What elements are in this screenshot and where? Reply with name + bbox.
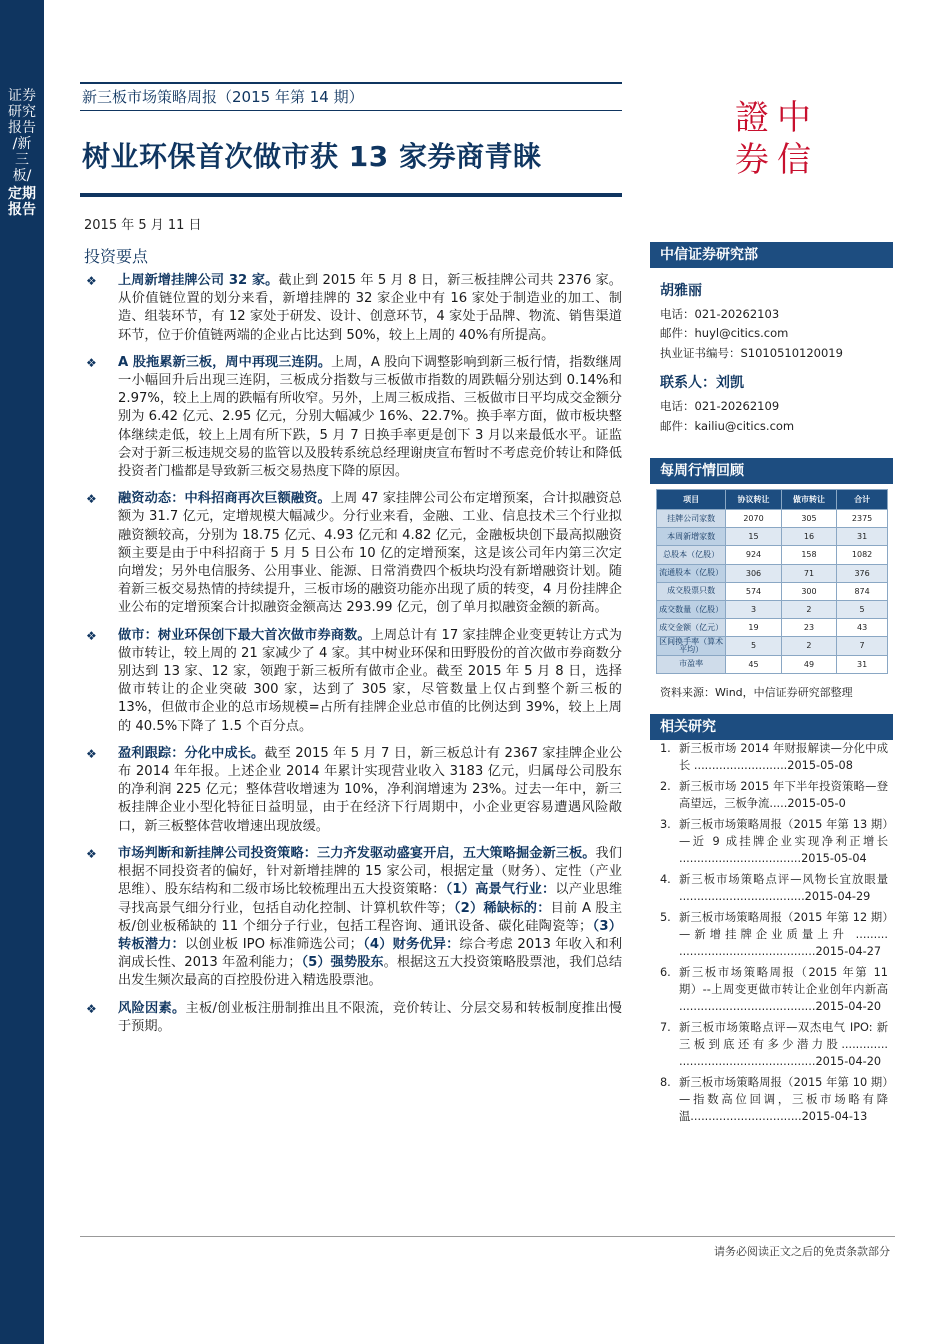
list-item[interactable]: 1. 新三板市场 2014 年财报解读—分化中成长 ..........................2015-05-08 <box>660 742 888 772</box>
related-research-header: 相关研究 <box>650 714 893 740</box>
sidebar-line-1: 证券研究报告 <box>8 88 36 136</box>
table-row: 成交数量（亿股） 3 2 5 <box>657 600 888 618</box>
report-date: 2015 年 5 月 11 日 <box>84 218 202 233</box>
diamond-bullet-icon: ❖ <box>86 274 97 288</box>
key-points <box>86 272 622 1045</box>
contact-email[interactable]: 邮件：kailiu@citics.com <box>660 419 795 433</box>
research-dept-header: 中信证券研究部 <box>650 242 893 268</box>
diamond-bullet-icon: ❖ <box>86 746 97 761</box>
footer-rule <box>80 1236 895 1237</box>
table-row: 成交股票只数 574 300 874 <box>657 582 888 600</box>
market-review-header: 每周行情回顾 <box>650 458 893 484</box>
bullet-earnings: ❖ 盈利跟踪：分化中成长。截至 2015 年 5 月 7 日，新三板总计有 2367 家挂牌企业公布 2014 年年报。上述企业 2014 年累计实现营业收入 3183 亿元，归属母公司股东的净利润 225 亿元；整体营收增速为 10%，净利润增速为 23%。过去一年中，新三板挂牌企业小型化特征日益明显，由于在经济下行周期中，小企业更容易遭遇风险敞口，新三板整体营收增速出现放缓。 <box>86 745 623 834</box>
logo-char-4: 信 <box>777 140 811 179</box>
page-title: 树业环保首次做市获 13 家券商青睐 <box>82 140 542 173</box>
col-agreement: 协议转让 <box>726 490 781 510</box>
col-item: 项目 <box>657 490 726 510</box>
sidebar-strip <box>0 0 44 1344</box>
contact-phone: 电话：021-20262109 <box>660 399 780 413</box>
table-row: 市盈率 45 49 31 <box>657 655 888 673</box>
diamond-bullet-icon: ❖ <box>86 492 97 507</box>
bullet-new-listings: ❖ 上周新增挂牌公司 32 家。截止到 2015 年 5 月 8 日，新三板挂牌公司共 2376 家。从价值链位置的划分来看，新增挂牌的 32 家企业中有 16 家处于制造业的加工、制造、组装环节，有 12 家处于研发、设计、创意环节，4 家处于品牌、物流、销售渠道环节，位于价值链两端的企业占比达到 50%，较上上周的 40%有所提高。 <box>86 273 622 343</box>
logo-char-1: 證 <box>735 98 769 138</box>
bullet-strategy: ❖ 市场判断和新挂牌公司投资策略：三力齐发驱动盛宴开启，五大策略掘金新三板。我们根据不同投资者的偏好，针对新增挂牌的 15 家公司，根据定量（财务）、定性（产业思维）、股东结构和二级市场比较梳理出五大投资策略：（1）高景气行业：以产业思维寻找高景气细分行业，包括自动化控制、计算机软件等；（2）稀缺标的：目前 A 股主板/创业板稀缺的 11 个细分子行业，包括工程咨询、通讯设备、碳化硅陶瓷等；（3）转板潜力：以创业板 IPO 标准筛选公司；（4）财务优异：综合考虑 2013 年收入和利润成长性、2013 年盈利能力；（5）强势股东。根据这五大投资策略股票池，我们总结出发生频次最高的百控股份进入精选股票池。 <box>86 845 623 989</box>
analyst-phone: 电话：021-20262103 <box>660 307 780 321</box>
list-item[interactable]: 5. 新三板市场策略周报（2015 年第 12 期）—新增挂牌企业质量上升 ......... ......................................2015-04-27 <box>660 911 888 958</box>
list-item[interactable]: 7. 新三板市场策略点评—双杰电气 IPO: 新三板到底还有多少潜力股............. ......................................2015-04-20 <box>660 1021 888 1068</box>
list-item[interactable]: 6. 新三板市场策略周报（2015 年第 11 期）--上周变更做市转让企业创年内新高 ......................................2015-04-20 <box>660 966 888 1013</box>
contact-name: 联系人：刘凯 <box>660 375 744 391</box>
bullet-a-share: ❖ A 股拖累新三板，周中再现三连阴。上周，A 股向下调整影响到新三板行情，指数继周一小幅回升后出现三连阴，三板成分指数与三板做市指数的周跌幅分别达到 0.14%和 2.97%，较上上周的跌幅有所收窄。另外，上周三板成指、三板做市日平均成交金额分别为 6.42 亿元、2.95 亿元，分别大幅减少 16%、22.7%。换手率方面，做市板块整体继续走低，较上上周有所下跌，5 月 7 日换手率更是创下 3 月以来最低水平。证监会对于新三板违规交易的监管以及股转系统总经理谢庚宣布暂时不考虑竞价转让和降低投资者门槛都是导致新三板交易热度下降的原因。 <box>86 354 623 480</box>
market-table <box>656 489 888 674</box>
header-rule-bottom <box>80 193 622 197</box>
report-series: 新三板市场策略周报（2015 年第 14 期） <box>82 88 364 106</box>
table-header-row <box>657 490 888 510</box>
table-row: 本周新增家数 15 16 31 <box>657 528 888 546</box>
logo-char-2: 中 <box>777 98 811 138</box>
table-row: 区间换手率（算术平均） 5 2 7 <box>657 637 888 655</box>
list-item[interactable]: 4. 新三板市场策略点评—风物长宜放眼量 ...................................2015-04-29 <box>660 873 888 903</box>
bullet-risk: ❖ 风险因素。主板/创业板注册制推出且不限流，竞价转让、分层交易和转板制度推出慢于预期。 <box>86 1000 622 1034</box>
logo-char-3: 券 <box>735 140 769 179</box>
table-row: 成交金额（亿元） 19 23 43 <box>657 619 888 637</box>
section-title: 投资要点 <box>84 247 149 266</box>
table-source: 资料来源：Wind，中信证券研究部整理 <box>660 686 853 699</box>
list-item[interactable]: 3. 新三板市场策略周报（2015 年第 13 期）—近 9 成挂牌企业实现净利正增长 ..................................2015-05-04 <box>660 818 888 865</box>
bullet-financing: ❖ 融资动态：中科招商再次巨额融资。上周 47 家挂牌公司公布定增预案，合计拟融资总额为 31.7 亿元，定增规模大幅减少。分行业来看，金融、工业、信息技术三个行业拟融资额较高，分别为 18.75 亿元、4.93 亿元和 4.82 亿元，金融板块创下最高拟融资额主要是由于中科招商于 5 月 5 日公布 10 亿的定增预案，这是该公司年内第三次定向增发；另外电信服务、公用事业、能源、日常消费四个板块均没有新增融资计划。随着新三板交易热情的持续提升，三板市场的融资功能亦出现了质的转变，4 月份挂牌企业公布的定增预案合计拟融资金额高达 293.99 亿元，创了单月拟融资金额的新高。 <box>86 491 622 616</box>
footer-disclaimer: 请务必阅读正文之后的免责条款部分 <box>714 1245 890 1258</box>
col-market-making: 做市转让 <box>781 490 836 510</box>
sidebar-line-2: /新三板/ <box>12 136 32 184</box>
list-item[interactable]: 2. 新三板市场 2015 年下半年投资策略—登高望远，三板争流.....2015-05-0 <box>660 780 888 810</box>
col-total: 合计 <box>837 490 888 510</box>
sidebar-label <box>8 88 36 218</box>
analyst-email[interactable]: 邮件：huyl@citics.com <box>660 326 789 340</box>
table-row: 总股本（亿股） 924 158 1082 <box>657 546 888 564</box>
bullet-market-making: ❖ 做市：树业环保创下最大首次做市券商数。上周总计有 17 家挂牌企业变更转让方式为做市转让，较上周的 21 家减少了 4 家。其中树业环保和田野股份的首次做市券商数分别达到 13 家、12 家，领跑于新三板所有做市企业。截至 2015 年 5 月 8 日，选择做市转让的企业突破 300 家，达到了 305 家，尽管数量上仅占到整个新三板的 13%，但做市企业的总市场规模=占所有挂牌企业总市值的比例达到 39%，较上上周的 40.5%下降了 1.5 个百分点。 <box>86 627 622 734</box>
sidebar-line-3: 定期报告 <box>8 186 36 218</box>
table-row: 流通股本（亿股） 306 71 376 <box>657 564 888 582</box>
analyst-name: 胡雅丽 <box>660 283 702 299</box>
diamond-bullet-icon: ❖ <box>86 1001 97 1016</box>
analyst-cert: 执业证书编号：S1010510120019 <box>660 346 843 360</box>
header-rule-mid <box>80 110 622 111</box>
diamond-bullet-icon: ❖ <box>86 355 97 370</box>
citic-logo <box>730 93 816 179</box>
diamond-bullet-icon: ❖ <box>86 628 97 643</box>
related-research-list <box>660 740 888 1129</box>
table-row: 挂牌公司家数 2070 305 2375 <box>657 510 888 528</box>
diamond-bullet-icon: ❖ <box>86 846 97 861</box>
header-rule-top <box>80 82 622 84</box>
list-item[interactable]: 8. 新三板市场策略周报（2015 年第 10 期）—指数高位回调，三板市场略有降温...............................2015-04-13 <box>660 1076 888 1123</box>
